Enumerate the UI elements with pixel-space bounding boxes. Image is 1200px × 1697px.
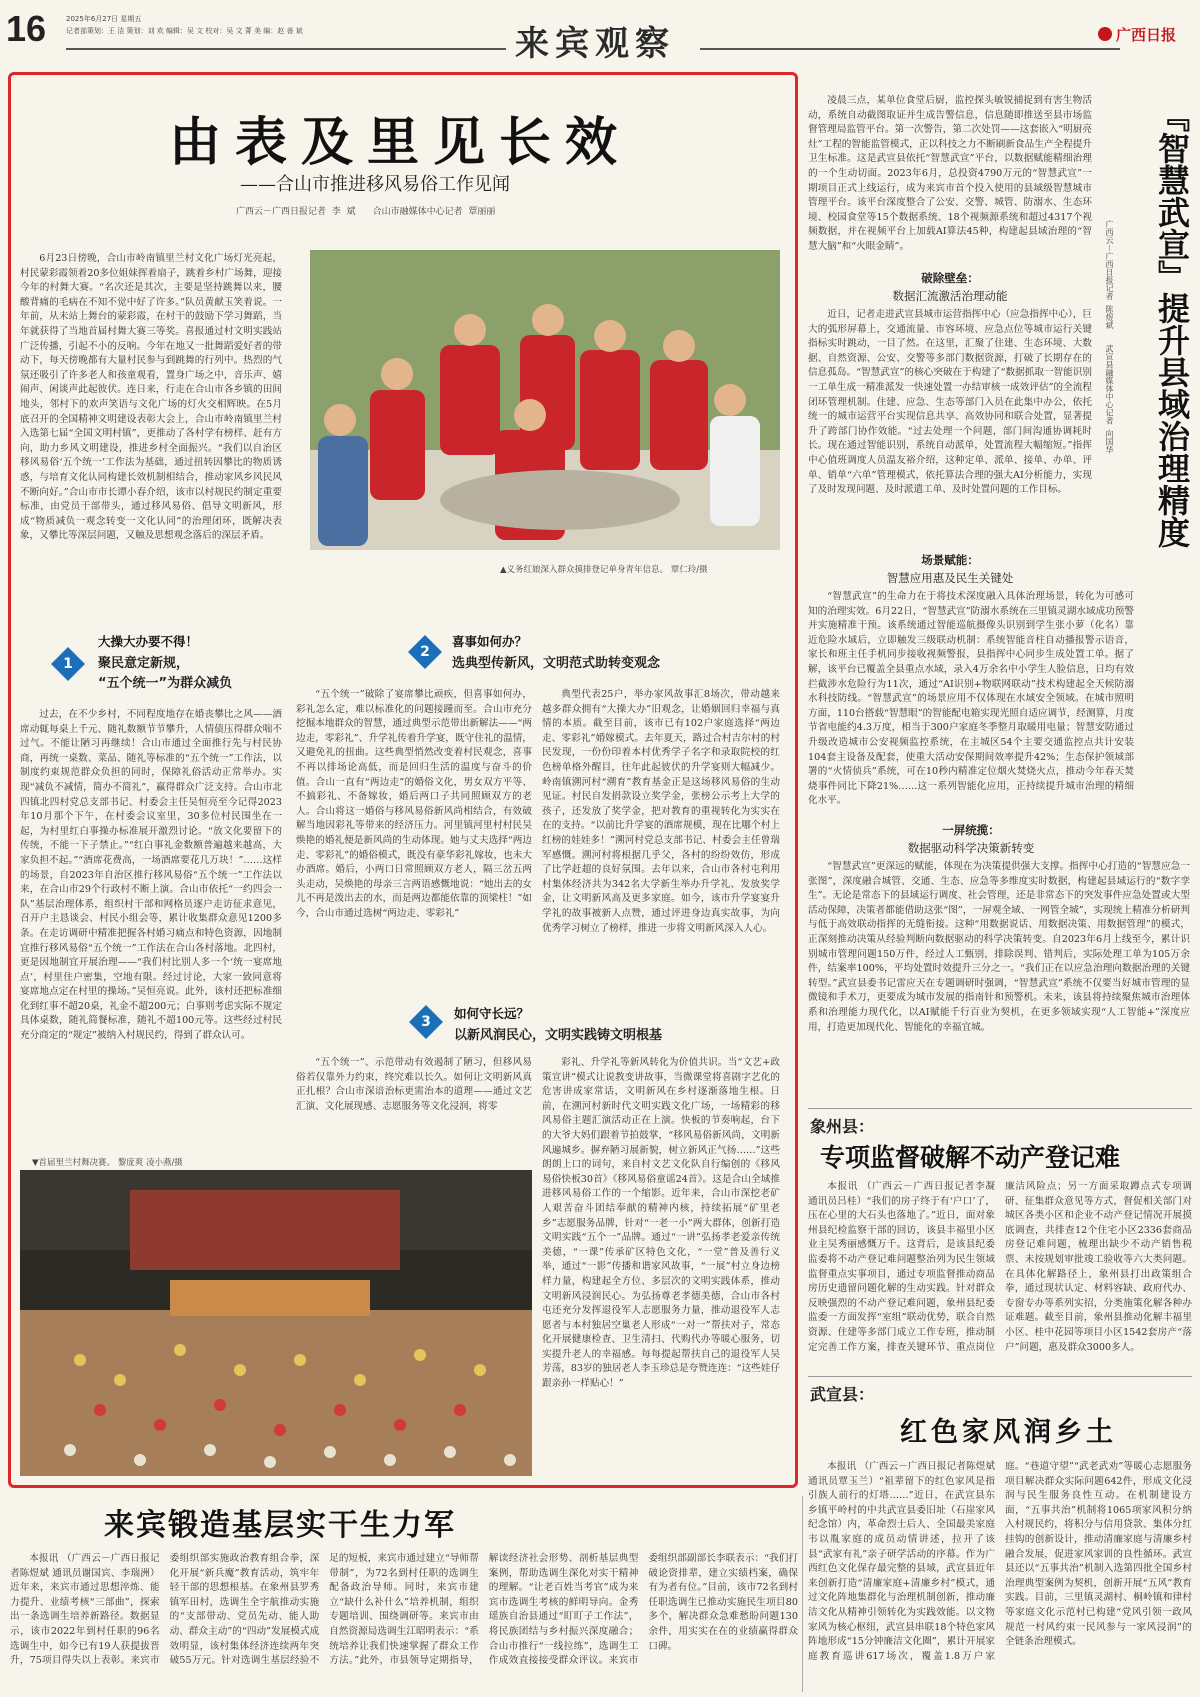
photo1-caption: ▲义务红娘深入群众摸排登记单身青年信息。 覃仁玲/摄 [500, 565, 708, 575]
section-3-body-a [296, 1056, 532, 1146]
photo-dance-final [20, 1170, 532, 1476]
wuxuan-sub3-text: 数据驱动科学决策新转变 [907, 841, 1035, 855]
section-3-title: 如何守长远？ [454, 1006, 530, 1021]
section-3-subtitle: 以新风润民心，文明实践铸文明根基 [454, 1028, 663, 1043]
wuxuan-sub2-text: 智慧应用惠及民生关键处 [886, 571, 1014, 585]
editors-line: 记者部策划：王 洁 策划：刘 欢 编辑：吴 文 校对：吴 文 菁 美 编：赵 善 斌 [66, 27, 303, 35]
section-1-body [20, 708, 282, 1140]
lead-title: 由表及里见长效 [168, 112, 631, 173]
wuxuan-sub2-label: 场景赋能： [921, 553, 979, 567]
wuxuan-sub1-text: 数据汇流激活治理动能 [892, 289, 1008, 303]
wuxuan-body1-text: 近日，记者走进武宣县城市运营指挥中心（应急指挥中心），巨大的弧形屏幕上，交通流量、市容环境、应急点位等城市运行关键指标实时跳动，一目了然。在这里，汇聚了住建、生态环境、大数据、自然资源、公安、交警等多部门数据资源，打破了长期存在的信息孤岛。“智慧武宣”的核心突破在于构建了“数据抓取一智能识别一工单生成一精准派发一快速处置一办结审核一成效评估”的全流程闭环管理机制。住建、应急、生态等部门入员在此集中办公，依托统一的城市运营平台实现信息共享、高效协同和联合处置，显著提升了跨部门协作效能。“过去处理一个问题，部门间沟通协调耗时长。现在通过智能识别，系统自动派单，处置流程大幅缩短。”指挥中心值班调度人员温友裕介绍，这种定单、派单、接单、办单、评单、销单“六单”管理模式，依托算法合理的强大AI分析能力，实现了及时发现问题、及时派遣工单、及时处置问题的工作目标。 [808, 309, 1092, 496]
wuxuan2-rule [808, 1376, 1192, 1377]
wuxuan-sub1 [808, 270, 1092, 304]
section-3-text-b: 彩礼、升学礼等新风转化为价值共识。当“文艺+政策宣讲”模式让说教变讲故事，当微课堂将喜剧字艺化的危害讲成家常话，文明新风在乡村逐渐落地生根。日前，在溯河村新时代文明实践文化广场，一场精彩的移风易俗主题汇演活动正在上演。快板的节奏响起，台下的大爷大妈们跟着节拍鼓掌，“移风易俗新风尚，文明新风遍城乡。摒弃陋习展新貌，树立新风正气扬……”这些朗朗上口的词句，来自村文艺文化队自行编创的《移风易俗快板30首》《移风易俗童谣24首》。这是合山全域推进移风易俗工作的一个缩影。近年来，合山市深挖老矿人艰苦奋斗团结奉献的精神内核，持续拓展“矿里老乡”志愿服务品牌，针对“一老一小”两大群体，创新打造文明实践“五个一”品牌。通过“一讲”弘扬孝老爱亲传统美德，“一课”传承矿区特色文化，“一堂”普及善行义举，通过“一影”传播和谐家风故事，“一展”村立身边榜样力量，构建起全方位、多层次的文明实践体系，推动文明新风浸润民心。为弘扬尊老孝德美德，合山市各村屯还充分发挥退役军人志愿服务力量，推动退役军人志愿者与本村独居空巢老人形成“一对一”帮扶对子，常态化开展健康检查、卫生清扫、代购代办等暖心服务，切实提升老人的幸福感。每每提起帮扶自己的退役军人吴芳荡，83岁的独居老人李玉珍总是夸赞连连：“这些娃仔跟亲孙一样贴心！” [542, 1057, 780, 1390]
section-2-title: 喜事如何办？ [452, 634, 528, 649]
wuxuan-vertical-title: 『智慧武宣』提升县域治理精度 [1153, 100, 1191, 548]
wuxuan2-label: 武宣县： [810, 1385, 875, 1404]
bottom-story-title: 来宾锻造基层实干生力军 [104, 1508, 456, 1543]
section-3-number: 3 [421, 1014, 431, 1030]
paper-logo-icon [1098, 27, 1112, 41]
section-1-title: 大操大办要不得！ [98, 634, 199, 649]
section-2-text-b: 典型代表25户，举办家风故事汇8场次，带动越来越多群众拥有“大操大办”旧观念，让婚姻回归幸福与真情的本质。截至目前，该市已有102户家庭选择“两边走、零彩礼”婚嫁模式。去年夏天，路过合村吉尔村的村民发现，一份份印着本村优秀学子名字和录取院校的红色榜单格外醒目，往年此起彼伏的升学宴则大幅减少。岭南镇溯河村“溯育”教育基金正是这场移风易俗的生动见证。村民自发捐款设立奖学金，张榜公示考上大学的孩子，还发放了奖学金，把对教育的重视转化为实实在在的支持。“以前比升学宴的酒席规模，现在比哪个村上红榜的娃娃多！”溯河村党总支部书记、村委会主任曾瑞军感慨。溯河村将根据几乎父，各村的纷纷效仿，形成了比学赶超的良好氛围。去年以来，合山市各村屯利用村集体经济共为342名大学新生举办升学礼、发放奖学金，让文明新风高及更多家庭。如今，该市升学宴宴升学礼的故事被新人点赞，通过评进身边真实故事，为向优秀学习树立了榜样，推进一步将文明新风深入人心。 [542, 689, 780, 934]
wuxuan2-title: 红色家风润乡土 [900, 1417, 1117, 1448]
wuxuan-sub2 [808, 552, 1092, 586]
section-3-text-a: “五个统一”、示范带动有效遏制了陋习，但移风易俗若仅靠外力约束，终究难以长久。如何让文明新风真正扎根？合山市深谙治标更需治本的道理——通过文艺汇演、文化展现感、志愿服务等文化浸润，将零 [296, 1057, 532, 1112]
section-1-subtitle-2: “五个统一”为群众减负 [98, 676, 233, 691]
section-1-number: 1 [63, 656, 73, 672]
wuxuan2-body [808, 1460, 1192, 1688]
section-2-text-a: “五个统一”破除了宴席攀比顽疾，但喜事如何办，彩礼怎么定，难以标准化的问题接踵而至。合山市充分挖掘本地群众的智慧，通过典型示范带出新解法——“两边走，零彩礼”、升学礼传着升学宴，既守住礼的温情，又避免礼的扭曲。这些典型悄然改变着村民观念，喜事不再以排场论高低，而是回归生活的温度与奋斗的价值。合山一直有“两边走”的婚俗文化，男女双方平等、不搞彩礼、不备嫁妆，婚后两口子共同照顾双方的老人。合山将这一婚俗与移风易俗新风尚相结合，有效破解当地因彩礼等带来的经济压力。河里镇河里村村民吴焕艳的婚礼便是新风尚的生动体现。她与丈夫选择“两边走、零彩礼”的婚俗模式，既没有豪华彩礼嫁妆，也未大办酒席。婚后，小两口日常照顾双方老人，隔三岔五两头走动，吴焕艳的母亲三言两语感慨地说：“她出去的女儿不再是泼出去的水，而是两边都能依靠的顶梁柱！”如今，合山市通过选树“两边走、零彩礼” [296, 689, 532, 919]
date-line: 2025年6月27日 星期五 [66, 15, 142, 23]
wuxuan-body2 [808, 590, 1134, 818]
wuxuan-byline: 广西云－广西日报记者 陈煜斌 武宣县融媒体中心记者 向国华 [1105, 220, 1114, 454]
section-2-badge [408, 635, 442, 669]
section-3-body-b [542, 1056, 780, 1474]
wuxuan-sub3 [808, 822, 1134, 856]
lead-byline: 广西云－广西日报记者 李 斌 合山市融媒体中心记者 覃丽丽 [236, 207, 496, 217]
wuxuan-body2-text: “智慧武宣”的生命力在于将技术深度融入具体治理场景，转化为可感可知的治理实效。6月22日，“智慧武宣”防溺水系统在三里镇灵湖水域成功预警并实施精准干预。该系统通过智能巡航摄像头识别到学生张小萝（化名）靠近危险水域后，立即触发三级联动机制：系统智能音柱自动播报警示语音，家长和班主任手机同步接收视频警报，县指挥中心同步生成处置工单。据了解，该平台已覆盖全县重点水域，录入4万余名中小学生人脸信息，日均有效拦截涉水危险行为11次，通过“AI识别+物联网联动”技术构建起全天候防溺水科技防线。“智慧武宣”的场景应用不仅体现在水域安全领域。在城市照明方面，110台搭载“智慧眼”的智能配电箱实现光照自适应调节，经测算，月度节省电能约4.3万度，相当于300户家庭冬季整月取暖用电量；智慧安防通过升级改造城市公安视频监控系统，在主城区54个主要交通监控点共计安装104套主设备及配套，使重大活动安保期间效率提升42%；生态保护领域部署的“火情侦兵”系统，可在10秒内精准定位烟火焚烧火点，推动今年春天焚烧事件同比下降21%……这一系列智能化应用，正持续提升城市治理的精细化水平。 [808, 591, 1134, 807]
masthead-rule-right [700, 48, 1120, 50]
section-title: 来宾观察 [515, 24, 675, 64]
photo-matchmakers [310, 250, 780, 550]
xiangzhou-body [808, 1180, 1192, 1366]
wuxuan-body3 [808, 860, 1190, 1100]
wuxuan-body1 [808, 308, 1092, 548]
xiangzhou-rule [808, 1108, 1192, 1109]
wuxuan-intro [808, 94, 1092, 266]
wuxuan-sub3-label: 一屏统揽： [942, 823, 1000, 837]
xiangzhou-title: 专项监督破解不动产登记难 [820, 1143, 1121, 1172]
photo-matchmakers-illustration [310, 250, 780, 550]
column-divider [802, 1496, 803, 1692]
section-1-subtitle-1: 聚民意定新规， [98, 656, 190, 671]
wuxuan-body3-text: “智慧武宣”更深远的赋能，体现在为决策提供强大支撑。指挥中心打造的“智慧应急一张图”，深度融合城管、交通、生态、应急等多维度实时数据，构建起县域运行的“数字孪生”。无论是常态下的县域运行调度、社会管理，还是非常态下的突发事件应急处置或大型活动保障，决策者都能借助这张“图”，一屏观全域、一网管全城”，实现统上精准分析研判与低于高效联动指挥的无缝衔接。这种“用数据说话、用数据决策、用数据管理”的模式，正深刻推动决策从经验判断向数据驱动的科学决策转变。自2023年6月上线至今，累计识别城市管理问题150万件，经过人工甄别，排除误判、错判后，实际处理工单为105万余件，结案率100%，平均处置时效提升三分之一。“我们正在以应急治理向数据治理的关键转型。”武宣县委书记雷应天在专题调研时强调，“智慧武宣”系统不仅要当好城市管理的显微镜和手术刀，更要成为城市发展的指南针和预警机。未来，该县将持续聚焦城市治理体系和治理能力现代化，以AI赋能千行百业为契机，在更多领域实现“人工智能+”深度应用，打造更加现代化、智能化的幸福宜城。 [808, 861, 1190, 1033]
section-2-number: 2 [420, 644, 430, 660]
bottom-story-text: 本报讯 （广西云－广西日报记者陈煜斌 通讯员谢国宾、李瑞洲）近年来，来宾市通过思想淬炼、能力提升、业绩考核“三部曲”，探索出一条选调生培养新路径。数据显示，该市2022年到村任职的96名选调生中，如今已有19人获提拔晋升，75项目得失以上表彰。来宾市委组织部实施政治教育组合拳，深化开展“新兵魔”教育活动，筑牢年轻干部的思想根基。在象州县罗秀镇军田村，选调生全宇航推动实施的“支部带动、党员先动、能人助动、群众主动”的“四动”发展模式成效明显，该村集体经济连续两年突破55万元。针对选调生基层经验不足的短板，来宾市通过建立“导师帮带制”，为72名到村任职的选调生配备政治导师。同时，来宾市建立“缺什么补什么”培养机制，组织专题培训、围绕调研等。来宾市由自然资源局选调生江昭明表示：“系统培养让我们快速掌握了群众工作方法。”此外，市县领导定期指导，解读经济社会形势、剖析基层典型案例，帮助选调生深化对实干精神的理解。“让老百姓当考官”成为来宾市选调生考核的鲜明导向。金秀瑶族自治县通过“盯盯子工作法”，将民族团结与乡村振兴深度融合；合山市推行“一线拉练”，选调生工作成效直接接受群众评议。来宾市委组织部副部长李联表示：“我们打破论资排辈，建立实绩档案，确保有为者有位。”目前，该市72名到村任职选调生已推动实施民生项目80多个，解决群众急难愁盼问题130余件，用实实在在的业绩赢得群众口碑。 [10, 1553, 798, 1667]
section-1-text: 过去，在不少乡村，不同程度地存在婚丧攀比之风——酒席动辄每桌上千元、随礼数额节节攀升，人情债压得群众喘不过气。不能让陋习再继续！合山市通过全面推行先与村民协商，再统一桌数、菜品、随礼等标准的“五个统一”工作法，以制度约束规范群众负担的同时，保障礼俗活动正常举办。实现“减负不减情，简办不简礼”，赢得群众广泛支持。合山市北四镇北四村党总支部书记、村委会主任吴恒亮至今记得2023年10月那个下午，在村委会议室里，30多位村民围坐在一起，为村里红白事操办标准展开激烈讨论。“放文化要留下的传统，不能一下子禁止。”“红白事礼金数额普遍越来越高，大家负担不起。”“酒席花费高，一场酒席要花几万块！”……这样的场景，自2023年自治区推行移风易俗“五个统一”工作法以来，在合山市29个行政村不断上演。合山市依托“一约四会一队”基层治理体系，组织村干部和网格员逐户走访征求意见，召开户主恳谈会、村民小组会等，累计收集群众意见1200多条。在走访调研中精准把握各村婚习痛点和特色资源，因地制宜推行移风易俗“五个统一”工作法在合山各村落地。北四村，更是因地制宜开展治理——“我们村比别人多一个‘统一宴席地点’，村里住户密集，空地有限。经过讨论，大家一致同意将宴席地点定在村里的操场。”吴恒亮说。此外，该村还把标准细化到红事不超20桌，礼金不超200元；白事则考虑实际不规定具体桌数，随礼简餐标准，随礼不超100元等。这些经过村民充分商定的“规定”被纳入村规民约，得到了群众认可。 [20, 709, 282, 1042]
lead-intro-text: 6月23日傍晚，合山市岭南镇里兰村文化广场灯光亮起，村民蒙彩霞领着20多位姐妹挥着扇子，跳着乡村广场舞，迎接今年的村舞大赛。“名次还是其次，主要是坚持跳舞以来，腰酸背痛的毛病在不知不觉中好了许多。”队员黄献玉笑着说。一年前，从未站上舞台的蒙彩霞，在村干的鼓励下学习舞蹈，当年就获得了当地首届村舞大赛三等奖。喜报通过村文明实践站广泛传播，引起不小的反响。今年在地又一批舞蹈爱好者的带动下，每天傍晚都有大量村民参与到跳舞的行列中。热烈的气氛还吸引了许多老人和孩童观看，置身广场之中，音乐声、嬉闹声、闲谈声此起彼伏。连日来，行走在合山市各乡镇的田间地头，邻村下的欢声笑语与文化广场的灯火交相辉映。在5月底召开的全国精神文明建设表彰大会上，合山市岭南镇里兰村入选第七届“全国文明村镇”，更推动了各村学有榜样、赶有方向，助力乡风文明建设，推进乡村全面振兴。“我们以自治区移风易俗‘五个统一’工作法为基础，通过扭转因攀比的物质诱惑，与培育文化认同构建长效机制相结合，推动家风乡风民风不断向好。”合山市市长谭小春介绍，该市以村规民约制定重要标准，由党员干部带头，通过移风易俗、倡导文明新风，形成“物质减负一观念转变一文化认同”的治理闭环，既解决表象，又攀比等深层问题，又触及思想观念落后的深层矛盾。 [20, 253, 282, 542]
section-3-badge [409, 1005, 443, 1039]
section-2-subtitle: 选典型传新风，文明范式助转变观念 [452, 656, 661, 671]
lead-intro [20, 252, 282, 592]
masthead-rule-left [66, 48, 506, 50]
lead-subtitle: ——合山市推进移风易俗工作见闻 [240, 174, 510, 195]
wuxuan2-text: 本报讯 （广西云－广西日报记者陈煜斌 通讯员覃玉兰）“祖辈留下的红色家风是指引族人前行的灯塔……”近日，在武宣县东乡镇平岭村的中共武宣县委旧址（石崖家风纪念馆）内，革命烈士后人、全国最美家庭韦以胤家庭的成员动情讲述，拉开了该县“武家有礼”亲子研学活动的序幕。作为广西红色文化保存最完整的县域，武宣县近年来创新打造“清廉家庭+清廉乡村”模式，通过文化阵地集群化与治理机制创新，推动廉洁文化从精神引领转化为实践效能。以文物家风为核心枢纽，武宣县串联18个特色家风阵地形成“15分钟廉洁文化圈”，累计开展家庭教育巡讲617场次，覆盖1.8万户家庭。“巷道守望”“武老武劝”等暖心志愿服务项目解决群众实际问题642件，形成文化浸润与民生服务良性互动。在机制建设方面，“五事共治”机制将1065项家风积分纳入村规民约，将积分与信用贷款、集体分红挂钩的创新设计，推动清廉家庭与清廉乡村融合发展，促进家风家训的良性循环。武宣县还以“五事共治”机制入选第四批全国乡村治理典型案例为契机，创新开展“五风”教育实践。目前，三里镇灵湖村、桐岭镇和律村等家庭文化示范村已构建“党风引领一政风规范一村风约束一民风参与一家风浸润”的全链条治理模式。 [808, 1461, 1192, 1662]
wuxuan-intro-text: 凌晨三点，某单位食堂后厨，监控探头敏锐捕捉到有害生物活动，系统自动截图取证并生成告警信息，信息随即推送至县市场监督管理局监管平台。第一次警告，第二次处罚——这套嵌入“明厨亮灶”工程的智能监管模式，正以科技之力不断刷新食品生产全程提升卫生标准。这是武宣县依托“智慧武宣”平台，以数据赋能精细治理的一个生动切面。2023年6月，总投资4790万元的“智慧武宣”一期项目正式上线运行，成为来宾市首个投入使用的县域级智慧城市管理平台。该平台深度整合了公安、交警、城管、防溺水、生态环境、校园食堂等15个数据系统、18个视频源系统和超过4317个视频数据，并在视频平台上加载AI算法45种，构建起县域治理的“智慧大脑”和“火眼金睛”。 [808, 95, 1092, 252]
xiangzhou-text: 本报讯 （广西云－广西日报记者李凝 通讯员吕桂）“我们的房子终于有‘户口’了，压在心里的大石头也落地了。”近日，面对象州县纪检监察干部的回访，该县丰福里小区业主吴秀丽感慨万千。这背后，是该县纪委监委将不动产登记难问题整治列为民生领域监督重点实事项目，通过专项监督推动商品房历史遗留问题化解的生动实践。针对群众反映强烈的不动产登记难问题，象州县纪委监委一方面发挥“室组”联动优势，联合自然资源、住建等多部门成立工作专班，推动制定完善工作方案，排查关键环节、重点岗位廉洁风险点；另一方面采取蹲点式专项调研、征集群众意见等方式，督促相关部门对城区各类小区和企业不动产登记情况开展摸底调查，共排查12个住宅小区2336套商品房登记难问题，梳理出缺少不动产销售税票、未按规划审批竣工验收等六大类问题。在具体化解路径上，象州县打出政策组合拳，通过现状认定、材料容缺、政府代办、专窗专办等系列实招，分类施策化解各种办证难题。截至目前，象州县推动化解丰福里小区、桂中花园等项目小区1542套房产“落户”问题，惠及群众3000多人。 [808, 1181, 1192, 1353]
bottom-story-body [10, 1552, 798, 1690]
paper-name: 广西日报 [1116, 26, 1177, 44]
section-1-badge [51, 647, 85, 681]
page-number: 16 [6, 8, 47, 49]
photo-dance-illustration [20, 1170, 532, 1476]
wuxuan-sub1-label: 破除壁垒： [921, 271, 979, 285]
xiangzhou-label: 象州县： [810, 1117, 875, 1136]
photo2-caption: ▼首届里兰村舞决赛。 黎庞爽 凌小燕/摄 [32, 1158, 183, 1168]
